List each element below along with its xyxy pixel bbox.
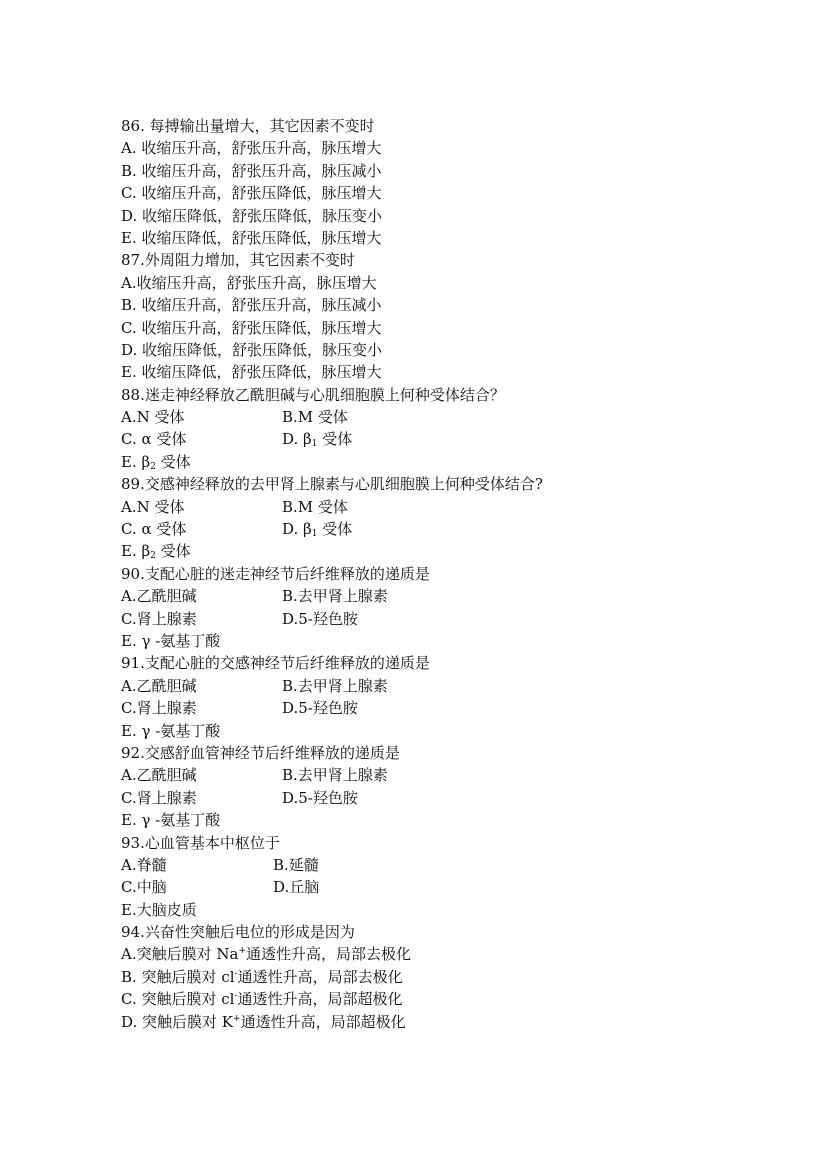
question-92-option-d: D.5-羟色胺 xyxy=(282,788,358,807)
question-87-stem: 87.外周阻力增加，其它因素不变时 xyxy=(121,251,355,270)
question-88-options-cd xyxy=(121,428,761,450)
question-88-options-ab xyxy=(121,406,761,428)
question-92-stem: 92.交感舒血管神经节后纤维释放的递质是 xyxy=(121,743,400,762)
question-88-stem: 88.迷走神经释放乙酰胆碱与心肌细胞膜上何种受体结合？ xyxy=(121,385,505,404)
question-87-option-a: A.收缩压升高，舒张压升高，脉压增大 xyxy=(121,273,377,292)
question-94-option-c: C. 突触后膜对 cl-通透性升高，局部超极化 xyxy=(121,990,403,1009)
question-94-option-d: D. 突触后膜对 K+通透性升高，局部超极化 xyxy=(121,1012,406,1031)
question-90-option-d: D.5-羟色胺 xyxy=(282,609,358,628)
question-90-option-b: B.去甲肾上腺素 xyxy=(282,587,388,606)
question-88-option-b: B.M 受体 xyxy=(282,408,348,427)
question-88-option-d: D. $\beta_1$ 受体 xyxy=(282,430,353,450)
question-90-stem: 90.支配心脏的迷走神经节后纤维释放的递质是 xyxy=(121,564,430,583)
question-89-option-b: B.M 受体 xyxy=(282,497,348,516)
question-89-option-a: A.N 受体 xyxy=(121,497,185,516)
question-90-option-c: C.肾上腺素 xyxy=(121,609,197,628)
question-94-stem: 94.兴奋性突触后电位的形成是因为 xyxy=(121,923,355,942)
question-87-option-d: D. 收缩压降低，舒张压降低，脉压变小 xyxy=(121,340,383,359)
question-93-option-c: C.中脑 xyxy=(121,878,167,897)
question-92-option-e: E. γ -氨基丁酸 xyxy=(121,811,221,830)
question-92-option-a: A.乙酰胆碱 xyxy=(121,766,197,785)
question-89-option-c: C. α 受体 xyxy=(121,520,187,539)
question-92-options-ab xyxy=(121,764,761,786)
question-88-option-a: A.N 受体 xyxy=(121,408,185,427)
question-94-option-a: A.突触后膜对 Na+通透性升高，局部去极化 xyxy=(121,945,411,964)
question-93-option-a: A.脊髓 xyxy=(121,855,167,874)
question-94-option-b: B. 突触后膜对 cl-通透性升高，局部去极化 xyxy=(121,967,403,986)
question-91-option-b: B.去甲肾上腺素 xyxy=(282,676,388,695)
question-89-option-d: D. $\beta_1$ 受体 xyxy=(282,520,353,540)
question-86-option-d: D. 收缩压降低，舒张压降低，脉压变小 xyxy=(121,206,383,225)
question-91-option-e: E. γ -氨基丁酸 xyxy=(121,721,221,740)
question-86-option-a: A. 收缩压升高，舒张压升高，脉压增大 xyxy=(121,139,382,158)
question-list xyxy=(121,115,761,1033)
question-93-stem: 93.心血管基本中枢位于 xyxy=(121,833,280,852)
question-88-option-c: C. α 受体 xyxy=(121,430,187,449)
question-92-option-b: B.去甲肾上腺素 xyxy=(282,766,388,785)
question-90-options-ab xyxy=(121,585,761,607)
question-86-option-b: B. 收缩压升高，舒张压升高，脉压减小 xyxy=(121,161,382,180)
question-91-options-cd xyxy=(121,697,761,719)
question-86-option-c: C. 收缩压升高，舒张压降低，脉压增大 xyxy=(121,184,382,203)
question-89-options-ab xyxy=(121,496,761,518)
question-90-option-e: E. γ -氨基丁酸 xyxy=(121,631,221,650)
question-88-option-e: E. $\beta_2$ 受体 xyxy=(121,452,191,472)
question-87-option-c: C. 收缩压升高，舒张压降低，脉压增大 xyxy=(121,318,382,337)
question-91-options-ab xyxy=(121,675,761,697)
question-93-options-cd xyxy=(121,876,761,898)
question-93-option-b: B.延髓 xyxy=(273,855,319,874)
question-93-option-d: D.丘脑 xyxy=(273,878,320,897)
question-91-option-c: C.肾上腺素 xyxy=(121,699,197,718)
question-92-option-c: C.肾上腺素 xyxy=(121,788,197,807)
question-87-option-e: E. 收缩压降低，舒张压降低，脉压增大 xyxy=(121,363,382,382)
question-90-options-cd xyxy=(121,608,761,630)
question-92-options-cd xyxy=(121,787,761,809)
question-87-option-b: B. 收缩压升高，舒张压升高，脉压减小 xyxy=(121,296,382,315)
question-90-option-a: A.乙酰胆碱 xyxy=(121,587,197,606)
question-89-options-cd xyxy=(121,518,761,540)
question-91-stem: 91.支配心脏的交感神经节后纤维释放的递质是 xyxy=(121,654,430,673)
question-89-stem: 89.交感神经释放的去甲肾上腺素与心肌细胞膜上何种受体结合? xyxy=(121,475,543,494)
question-93-options-ab xyxy=(121,854,761,876)
question-86-option-e: E. 收缩压降低，舒张压降低，脉压增大 xyxy=(121,228,382,247)
question-89-option-e: E. $\beta_2$ 受体 xyxy=(121,542,191,562)
question-93-option-e: E.大脑皮质 xyxy=(121,900,197,919)
question-91-option-a: A.乙酰胆碱 xyxy=(121,676,197,695)
question-91-option-d: D.5-羟色胺 xyxy=(282,699,358,718)
question-86-stem: 86. 每搏输出量增大，其它因素不变时 xyxy=(121,117,375,135)
